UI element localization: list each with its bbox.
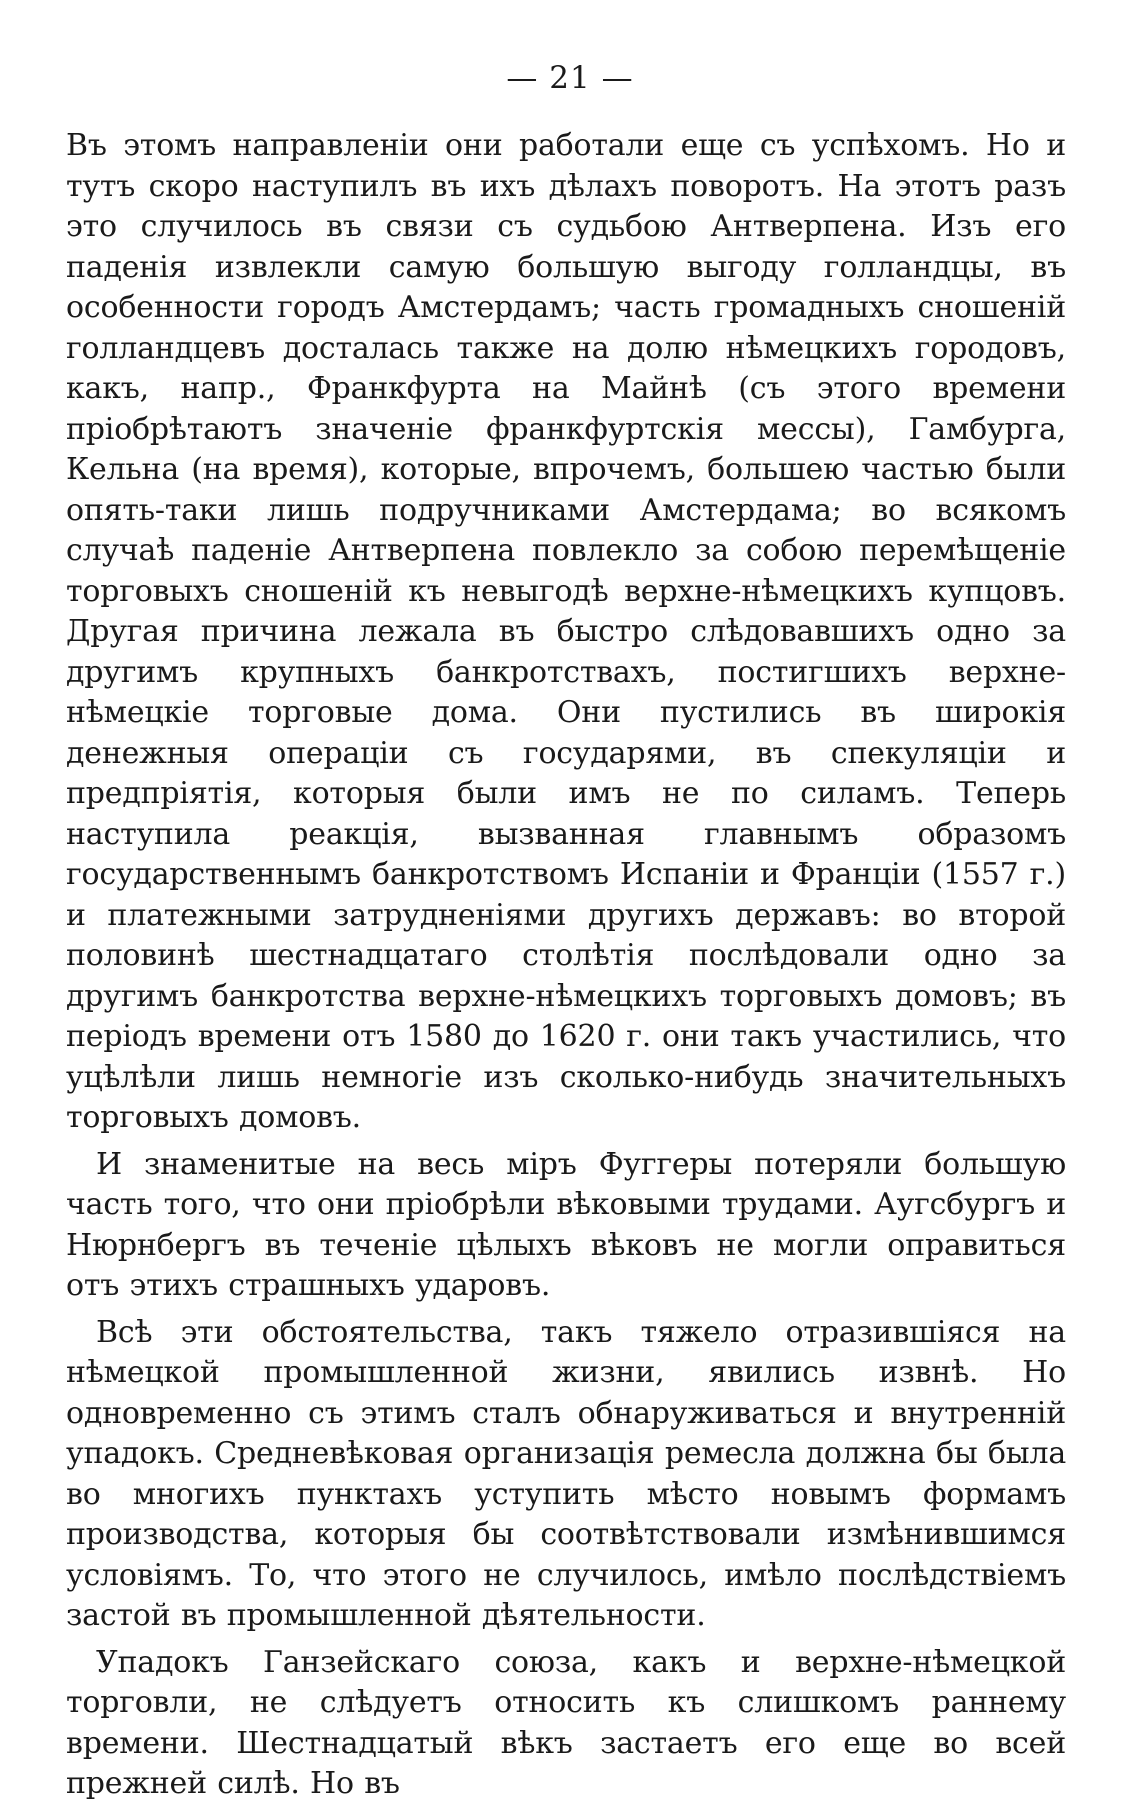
body-text	[66, 126, 1066, 1805]
paragraph-2: И знаменитые на весь мiръ Фуггеры потеряли большую часть того, что они прiобрѣли вѣковыми трудами. Аугсбургъ и Нюрнбергъ въ теченiе цѣлыхъ вѣковъ не могли оправиться отъ этихъ страшныхъ ударовъ.	[66, 1146, 1066, 1303]
paragraph-1: Въ этомъ направленiи они работали еще съ успѣхомъ. Но и тутъ скоро наступилъ въ ихъ дѣлахъ поворотъ. На этотъ разъ это случилось въ связи съ судьбою Антверпена. Изъ его паденiя извлекли самую большую выгоду голландцы, въ особенности городъ Амстердамъ; часть громадныхъ сношенiй голландцевъ досталась также на долю нѣмецкихъ городовъ, какъ, напр., Франкфурта на Майнѣ (съ этого времени прiобрѣтаютъ значенiе франкфуртскiя мессы), Гамбурга, Кельна (на время), которые, впрочемъ, большею частью были опять-таки лишь подручниками Амстердама; во всякомъ случаѣ паденiе Антверпена повлекло за собою перемѣщенiе торговыхъ сношенiй къ невыгодѣ верхне-нѣмецкихъ купцовъ. Другая причина лежала въ быстро слѣдовавшихъ одно за другимъ крупныхъ банкротствахъ, постигшихъ верхне-нѣмецкiе торговые дома. Они пустились въ широкiя денежныя операцiи съ государями, въ спекуляцiи и предпрiятiя, которыя были имъ не по силамъ. Теперь наступила реакцiя, вызванная главнымъ образомъ государственнымъ банкротствомъ Испанiи и Францiи (1557 г.) и платежными затрудненiями другихъ державъ: во второй половинѣ шестнадцатаго столѣтiя послѣдовали одно за другимъ банкротства верхне-нѣмецкихъ торговыхъ домовъ; въ перiодъ времени отъ 1580 до 1620 г. они такъ участились, что уцѣлѣли лишь немногiе изъ сколько-нибудь значительныхъ торговыхъ домовъ.	[66, 128, 1066, 1135]
paragraph-3: Всѣ эти обстоятельства, такъ тяжело отразившiяся на нѣмецкой промышленной жизни, явились извнѣ. Но одновременно съ этимъ сталъ обнаруживаться и внутреннiй упадокъ. Средневѣковая организацiя ремесла должна бы была во многихъ пунктахъ уступить мѣсто новымъ формамъ производства, которыя бы соотвѣтствовали измѣнившимся условiямъ. То, что этого не случилось, имѣло послѣдствiемъ застой въ промышленной дѣятельности.	[66, 1314, 1066, 1633]
page-number: — 21 —	[506, 60, 634, 96]
paragraph-4: Упадокъ Ганзейскаго союза, какъ и верхне-нѣмецкой торговли, не слѣдуетъ относить къ слишкомъ раннему времени. Шестнадцатый вѣкъ застаетъ его еще во всей прежней силѣ. Но въ	[66, 1644, 1066, 1801]
